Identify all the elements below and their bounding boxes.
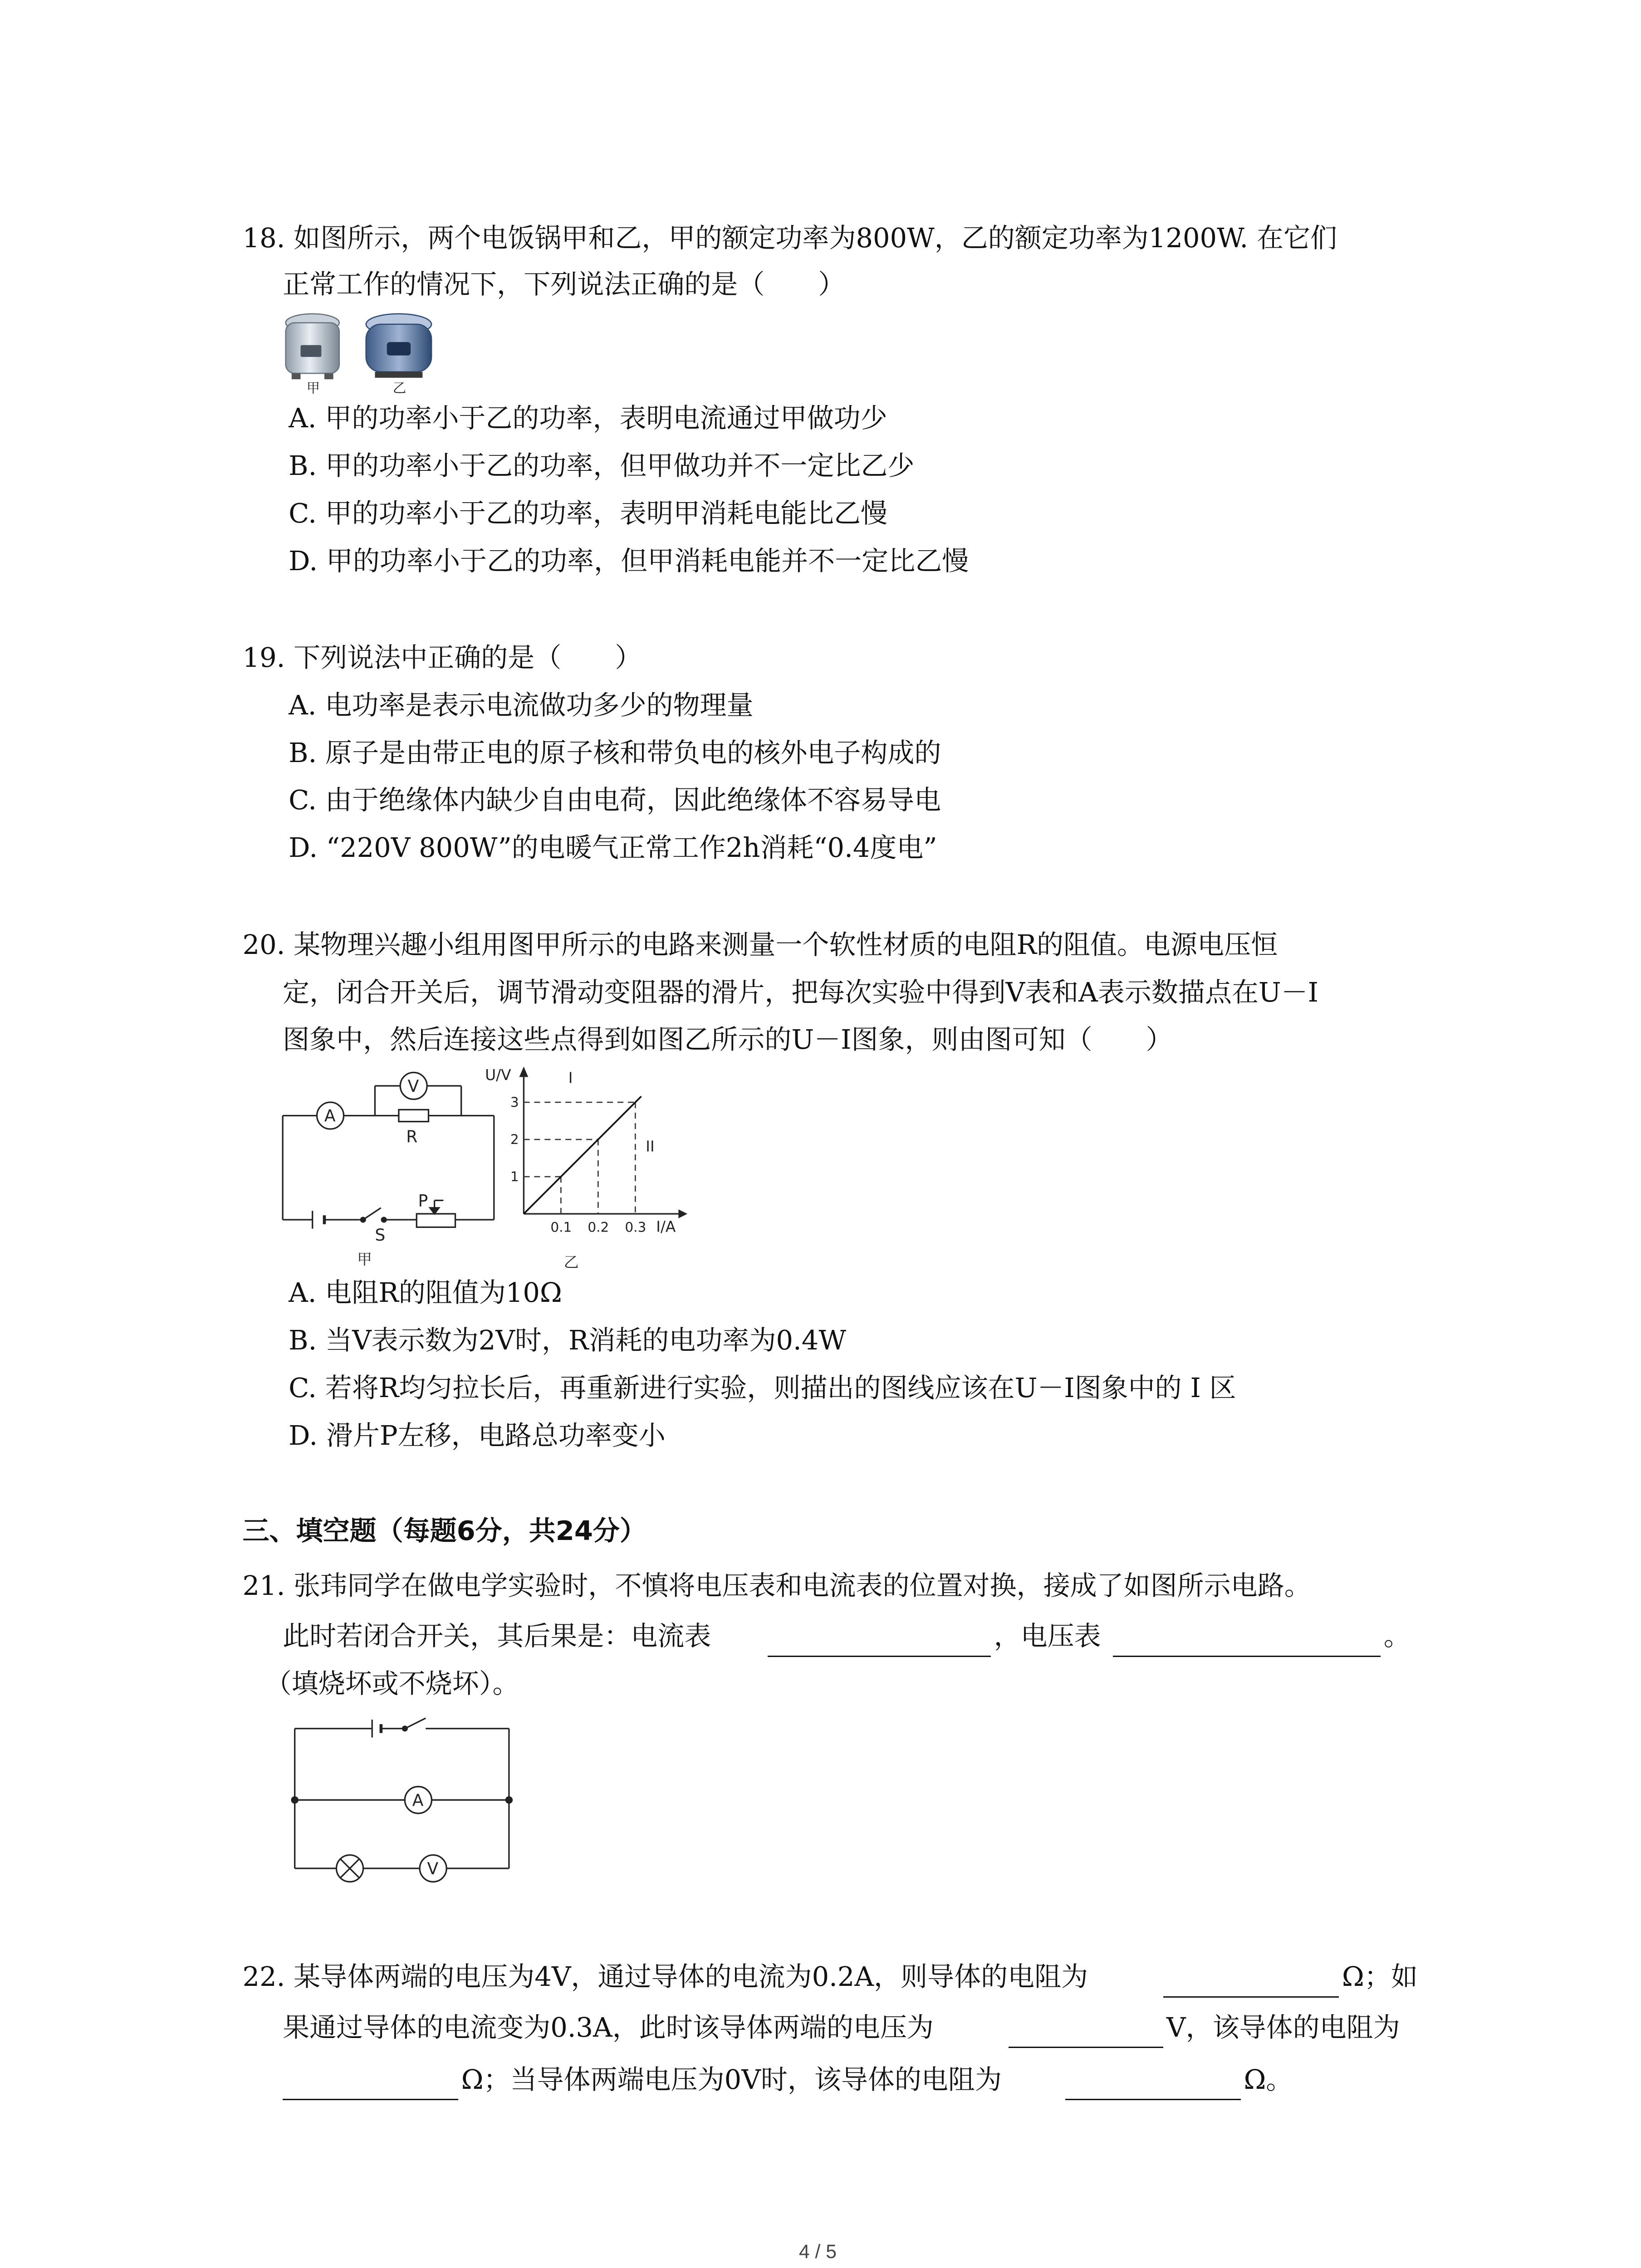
q18-option-a: A. 甲的功率小于乙的功率，表明电流通过甲做功少 — [289, 402, 887, 434]
q22-line2-text-b: V，该导体的电阻为 — [1166, 2011, 1400, 2043]
q22-line2-text-a: 果通过导体的电流变为0.3A，此时该导体两端的电压为 — [283, 2011, 934, 2043]
q20-stem-line2: 定，闭合开关后，调节滑动变阻器的滑片，把每次实验中得到V表和A表示数描点在U－I — [283, 976, 1318, 1008]
label-jia: 甲 — [306, 380, 320, 396]
y-tick-label: 1 — [510, 1168, 519, 1184]
q19-option-a: A. 电功率是表示电流做功多少的物理量 — [289, 689, 754, 721]
q21-line1: 21. 张玮同学在做电学实验时，不慎将电压表和电流表的位置对换，接成了如图所示电路。 — [242, 1569, 1311, 1601]
x-axis-label: I/A — [656, 1218, 676, 1236]
voltmeter-label: V — [427, 1859, 438, 1878]
q18-stem-line1: 18. 如图所示，两个电饭锅甲和乙，甲的额定功率为800W，乙的额定功率为1200W. 在它们 — [242, 222, 1337, 254]
q20-option-c: C. 若将R均匀拉长后，再重新进行实验，则描出的图线应该在U－I图象中的 I 区 — [289, 1372, 1236, 1403]
q22-resistance-blank-3[interactable] — [1065, 2099, 1241, 2100]
circuit-jia-caption: 甲 — [357, 1251, 372, 1268]
switch-blade — [405, 1718, 426, 1729]
q19-option-d: D. “220V 800W”的电暖气正常工作2h消耗“0.4度电” — [289, 832, 937, 864]
switch-label: S — [375, 1225, 386, 1245]
label-yi: 乙 — [392, 380, 407, 396]
q22-line1-text-b: Ω；如 — [1342, 1961, 1418, 1993]
q20-option-b: B. 当V表示数为2V时，R消耗的电功率为0.4W — [289, 1324, 847, 1356]
section-title: 三、填空题（每题6分，共24分） — [242, 1515, 647, 1546]
q22-line3-text-a: Ω；当导体两端电压为0V时，该导体的电阻为 — [461, 2063, 1002, 2095]
switch-blade — [363, 1208, 381, 1220]
data-line — [524, 1096, 641, 1214]
slider-label: P — [418, 1191, 428, 1211]
q22-voltage-blank[interactable] — [1009, 2047, 1163, 2048]
q18-option-d: D. 甲的功率小于乙的功率，但甲消耗电能并不一定比乙慢 — [289, 545, 969, 577]
x-axis-arrow — [678, 1209, 687, 1218]
q20-stem-line1: 20. 某物理兴趣小组用图甲所示的电路来测量一个软性材质的电阻R的阻值。电源电压恒 — [242, 929, 1278, 960]
voltmeter-label: V — [407, 1076, 419, 1096]
resistor-r — [399, 1110, 429, 1121]
q21-line2-text-a: 此时若闭合开关，其后果是：电流表 — [283, 1620, 711, 1652]
y-axis-arrow — [519, 1066, 528, 1077]
switch-contact — [382, 1217, 386, 1222]
q19-option-c: C. 由于绝缘体内缺少自由电荷，因此绝缘体不容易导电 — [289, 784, 941, 816]
page-number: 4 / 5 — [798, 2241, 837, 2263]
region-ii-label: II — [646, 1138, 655, 1155]
q20-ui-graph — [479, 1059, 702, 1276]
q19-stem: 19. 下列说法中正确的是（ ） — [242, 641, 642, 673]
x-tick-label: 0.3 — [625, 1219, 647, 1235]
rice-cooker-figure — [277, 309, 441, 396]
graph-caption: 乙 — [563, 1253, 579, 1271]
x-tick-label: 0.2 — [588, 1219, 609, 1235]
q21-line2-text-b: ，电压表 — [994, 1620, 1101, 1652]
q18-option-c: C. 甲的功率小于乙的功率，表明甲消耗电能比乙慢 — [289, 497, 888, 529]
junction — [292, 1797, 298, 1803]
q18-stem-line2: 正常工作的情况下，下列说法正确的是（ ） — [283, 268, 845, 300]
slider-arrow — [430, 1208, 439, 1214]
resistor-label: R — [406, 1127, 418, 1147]
rheostat — [416, 1214, 455, 1227]
q20-option-a: A. 电阻R的阻值为10Ω — [289, 1276, 562, 1308]
y-tick-label: 3 — [510, 1094, 519, 1110]
q21-line3: （填烧坏或不烧坏）。 — [265, 1668, 519, 1700]
y-tick-label: 2 — [510, 1131, 519, 1147]
q21-voltmeter-blank[interactable] — [1113, 1656, 1381, 1657]
q20-circuit-jia — [277, 1065, 500, 1273]
rice-cooker-jia — [286, 314, 339, 379]
region-i-label: I — [568, 1069, 573, 1087]
q22-line3-text-b: Ω。 — [1244, 2063, 1293, 2095]
q21-line2-text-c: 。 — [1383, 1620, 1411, 1652]
y-axis-label: U/V — [485, 1066, 511, 1084]
q22-line1-text-a: 22. 某导体两端的电压为4V，通过导体的电流为0.2A，则导体的电阻为 — [242, 1961, 1088, 1993]
q18-option-b: B. 甲的功率小于乙的功率，但甲做功并不一定比乙少 — [289, 450, 915, 481]
ammeter-label: A — [324, 1106, 336, 1126]
q20-option-d: D. 滑片P左移，电路总功率变小 — [289, 1419, 666, 1451]
rice-cooker-yi — [366, 314, 431, 378]
q22-resistance-blank-1[interactable] — [1163, 1996, 1339, 1998]
q21-ammeter-blank[interactable] — [768, 1656, 991, 1657]
q20-stem-line3: 图象中，然后连接这些点得到如图乙所示的U－I图象，则由图可知（ ） — [283, 1024, 1173, 1056]
q19-option-b: B. 原子是由带正电的原子核和带负电的核外电子构成的 — [289, 737, 941, 768]
junction — [506, 1797, 512, 1803]
x-tick-label: 0.1 — [550, 1219, 572, 1235]
ammeter-label: A — [412, 1791, 424, 1810]
q22-resistance-blank-2[interactable] — [283, 2099, 458, 2100]
q21-circuit — [286, 1714, 518, 1889]
